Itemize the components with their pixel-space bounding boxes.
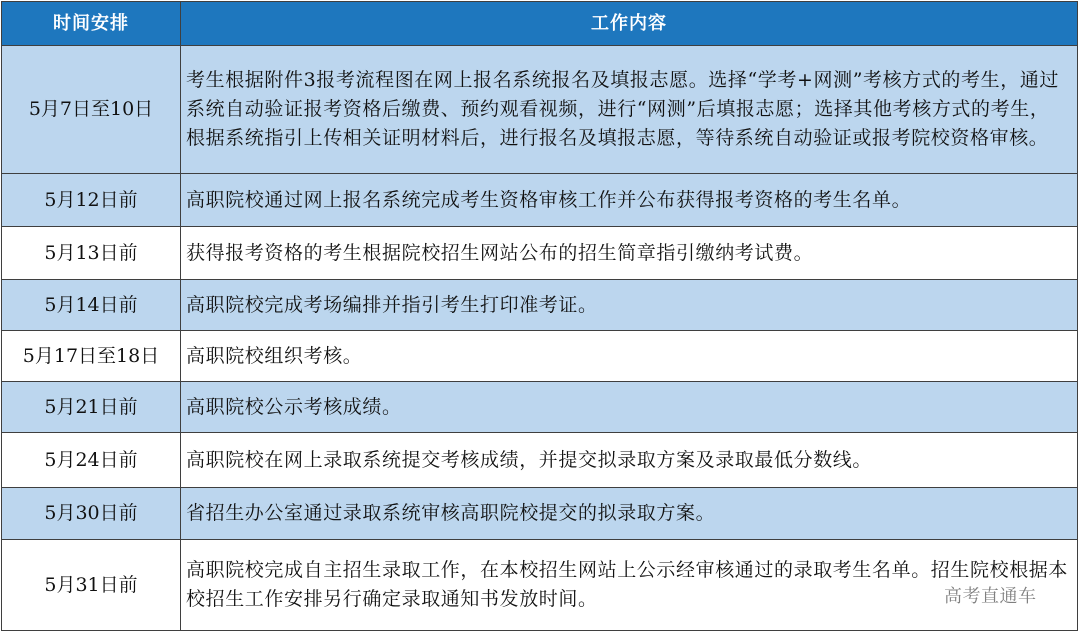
row-time: 5月24日前 — [2, 433, 181, 488]
row-work: 高职院校在网上录取系统提交考核成绩，并提交拟录取方案及录取最低分数线。 — [181, 433, 1078, 488]
table-row — [2, 174, 1078, 227]
row-time: 5月13日前 — [2, 227, 181, 280]
table-row — [2, 46, 1078, 174]
row-work: 高职院校完成考场编排并指引考生打印准考证。 — [181, 280, 1078, 331]
schedule-table — [1, 1, 1078, 631]
header-time: 时间安排 — [2, 2, 181, 46]
row-work: 获得报考资格的考生根据院校招生网站公布的招生简章指引缴纳考试费。 — [181, 227, 1078, 280]
table-row — [2, 488, 1078, 540]
row-time: 5月21日前 — [2, 382, 181, 433]
watermark-text: 高考直通车 — [944, 586, 1037, 607]
table-row — [2, 433, 1078, 488]
table-row — [2, 540, 1078, 631]
row-work: 高职院校通过网上报名系统完成考生资格审核工作并公布获得报考资格的考生名单。 — [181, 174, 1078, 227]
table-row — [2, 382, 1078, 433]
row-time: 5月12日前 — [2, 174, 181, 227]
row-time: 5月7日至10日 — [2, 46, 181, 174]
row-time: 5月30日前 — [2, 488, 181, 540]
table-row — [2, 331, 1078, 382]
header-work: 工作内容 — [181, 2, 1078, 46]
row-work: 高职院校完成自主招生录取工作，在本校招生网站上公示经审核通过的录取考生名单。招生院校根据本校招生工作安排另行确定录取通知书发放时间。 — [181, 540, 1078, 631]
row-time: 5月14日前 — [2, 280, 181, 331]
row-work: 考生根据附件3报考流程图在网上报名系统报名及填报志愿。选择“学考+网测”考核方式的考生，通过系统自动验证报考资格后缴费、预约观看视频，进行“网测”后填报志愿；选择其他考核方式的考生，根据系统指引上传相关证明材料后，进行报名及填报志愿，等待系统自动验证或报考院校资格审核。 — [181, 46, 1078, 174]
table-header-row — [2, 2, 1078, 46]
row-work: 省招生办公室通过录取系统审核高职院校提交的拟录取方案。 — [181, 488, 1078, 540]
row-time: 5月31日前 — [2, 540, 181, 631]
table-row — [2, 280, 1078, 331]
row-work: 高职院校公示考核成绩。 — [181, 382, 1078, 433]
row-time: 5月17日至18日 — [2, 331, 181, 382]
table-row — [2, 227, 1078, 280]
row-work: 高职院校组织考核。 — [181, 331, 1078, 382]
